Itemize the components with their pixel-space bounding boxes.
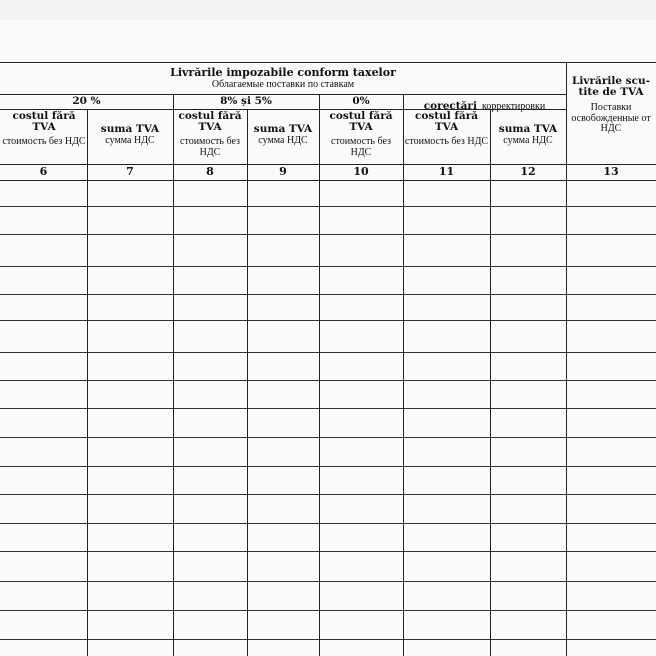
col-7-title-ru: сумма НДС [105, 135, 155, 146]
col-number: 12 [520, 165, 536, 178]
col-number: 13 [603, 165, 619, 178]
col-11-title-ru: стоимость без НДС [404, 136, 489, 147]
col-number: 8 [206, 165, 214, 178]
col-6-title-ru: стоимость без НДС [2, 136, 86, 147]
col-9-title: suma TVA [253, 123, 313, 135]
col-8-title: costul fără TVA [178, 110, 242, 134]
col-10-title: costul fără TVA [329, 110, 393, 134]
col-12-title: suma TVA [498, 123, 558, 135]
col-8-title-ru: стоимость без НДС [180, 136, 240, 158]
col-12-title-ru: сумма НДС [503, 135, 553, 146]
rate-0-header: 0% [352, 95, 370, 107]
rate-8-5-header: 8% și 5% [220, 95, 272, 107]
col-number: 11 [438, 165, 455, 178]
corrections-header: corectări корректировки [423, 100, 546, 112]
col-number: 6 [39, 165, 48, 178]
col-number: 7 [126, 165, 134, 178]
exempt-supplies-header-ru: Поставки освобожденные от НДС [571, 102, 651, 134]
col-number: 9 [279, 165, 287, 178]
taxable-supplies-header: Livrările impozabile conform taxelor [170, 66, 396, 79]
form-sheet [0, 20, 656, 656]
exempt-supplies-header: Livrările scu-tite de TVA [572, 75, 650, 99]
rate-20-header: 20 % [72, 95, 101, 107]
col-number: 10 [353, 165, 369, 178]
col-7-title: suma TVA [100, 123, 160, 135]
taxable-supplies-header-ru: Облагаемые поставки по ставкам [211, 79, 355, 90]
col-10-title-ru: стоимость без НДС [331, 136, 391, 158]
col-9-title-ru: сумма НДС [258, 135, 308, 146]
col-11-title: costul fără TVA [414, 110, 479, 134]
col-6-title: costul fără TVA [12, 110, 76, 134]
